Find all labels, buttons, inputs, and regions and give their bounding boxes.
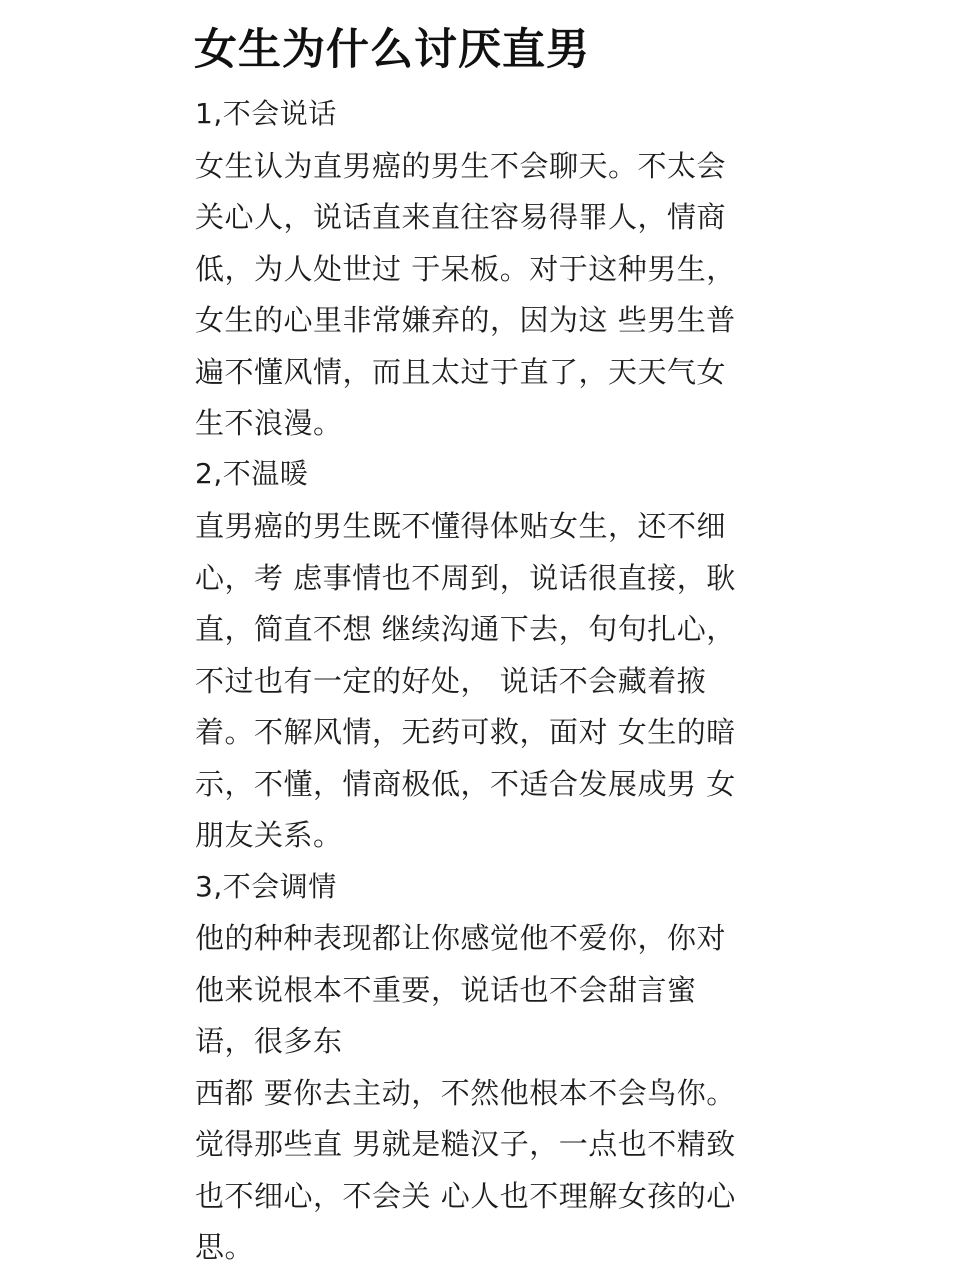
paragraph-line: 着。不解风情，无药可救，面对 女生的暗 <box>195 715 736 749</box>
section-heading-1: 1,不会说话 <box>195 97 337 130</box>
paragraph-line: 他来说根本不重要，说话也不会甜言蜜 <box>195 973 697 1007</box>
paragraph-line: 思。 <box>195 1230 255 1264</box>
paragraph-line: 直男癌的男生既不懂得体贴女生，还不细 <box>195 509 727 543</box>
article-title: 女生为什么讨厌直男 <box>194 25 590 75</box>
paragraph-line: 不过也有一定的好处， 说话不会藏着掖 <box>195 664 707 698</box>
paragraph-line: 心，考 虑事情也不周到，说话很直接，耿 <box>195 561 736 595</box>
paragraph-line: 女生的心里非常嫌弃的，因为这 些男生普 <box>195 303 736 337</box>
paragraph-line: 朋友关系。 <box>195 818 343 852</box>
paragraph-line: 也不细心，不会关 心人也不理解女孩的心 <box>195 1179 736 1213</box>
paragraph-line: 示，不懂，情商极低，不适合发展成男 女 <box>195 767 736 801</box>
paragraph-line: 生不浪漫。 <box>195 406 343 440</box>
paragraph-line: 觉得那些直 男就是糙汉子，一点也不精致 <box>195 1127 736 1161</box>
paragraph-line: 西都 要你去主动，不然他根本不会鸟你。 <box>195 1076 736 1110</box>
paragraph-line: 直，简直不想 继续沟通下去，句句扎心， <box>195 612 736 646</box>
paragraph-line: 关心人，说话直来直往容易得罪人，情商 <box>195 200 727 234</box>
paragraph-line: 遍不懂风情，而且太过于直了，天天气女 <box>195 355 727 389</box>
paragraph-line: 低，为人处世过 于呆板。对于这种男生， <box>195 252 736 286</box>
section-heading-2: 2,不温暖 <box>195 457 309 490</box>
section-heading-3: 3,不会调情 <box>195 870 337 903</box>
paragraph-line: 语，很多东 <box>195 1024 343 1058</box>
paragraph-line: 他的种种表现都让你感觉他不爱你，你对 <box>195 921 727 955</box>
paragraph-line: 女生认为直男癌的男生不会聊天。不太会 <box>195 149 727 183</box>
